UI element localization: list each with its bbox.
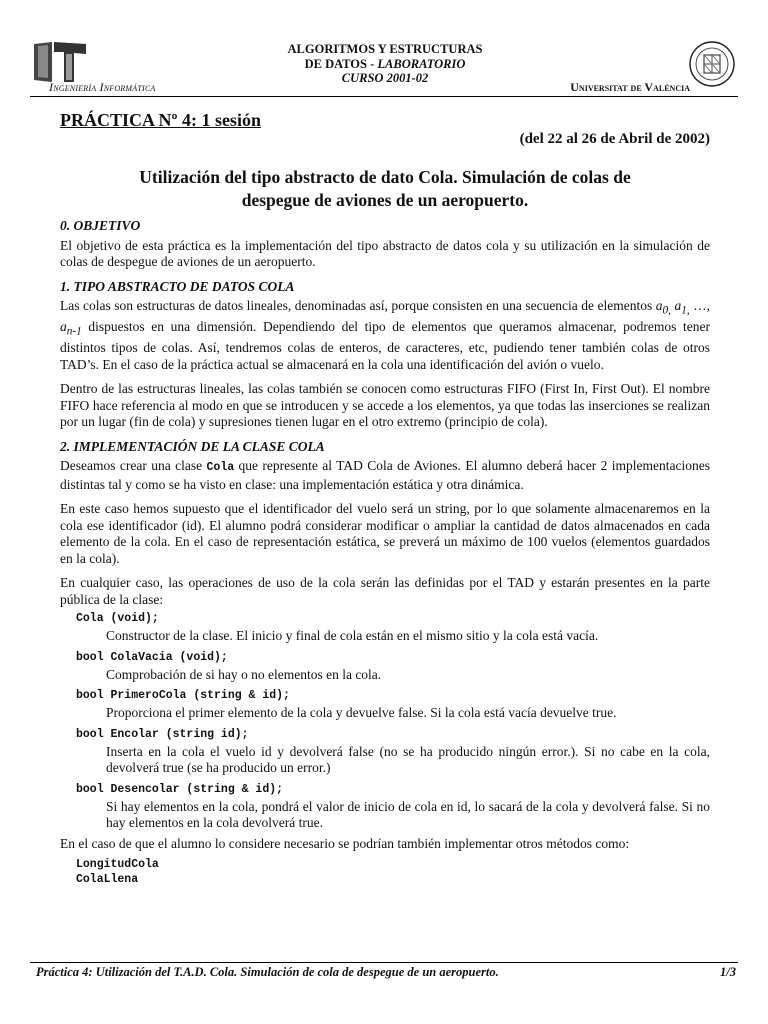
faculty-logo bbox=[30, 40, 90, 84]
operation-description: Comprobación de si hay o no elementos en la cola. bbox=[106, 666, 382, 682]
operations-list bbox=[60, 610, 710, 832]
text: dispuestos en una dimensión. Dependiendo del tipo de elementos que queramos almacenar, podremos tener distintos tipos de colas. Así, tendremos colas de enteros, de caracteres, etc, pudiendo tener también colas de otros TAD’s. En el caso de la práctica actual se almacenará en la cola una identificación del avión o vuelo. bbox=[60, 319, 710, 372]
extra-methods bbox=[76, 858, 710, 887]
section-heading-objetivo: 0. OBJETIVO bbox=[60, 218, 141, 233]
university-caption: Universitat de València bbox=[570, 80, 690, 94]
title-line-1: Utilización del tipo abstracto de dato Cola. Simulación de colas de bbox=[139, 167, 631, 187]
title-line-2: despegue de aviones de un aeropuerto. bbox=[241, 190, 529, 210]
course-heading bbox=[240, 42, 530, 86]
course-line-3: CURSO 2001-02 bbox=[341, 71, 429, 85]
footer-text: Práctica 4: Utilización del T.A.D. Cola. Simulación de cola de despegue de un aeropuerto. bbox=[36, 965, 499, 979]
text: Las colas son estructuras de datos lineales, denominadas así, porque consisten en una secuencia de elementos bbox=[60, 298, 656, 313]
method-name: ColaLlena bbox=[76, 872, 139, 886]
paragraph bbox=[60, 458, 710, 493]
inline-code: Cola bbox=[206, 461, 235, 475]
text: Deseamos crear una clase bbox=[60, 458, 207, 474]
text: a bbox=[655, 298, 663, 313]
section-heading-tad: 1. TIPO ABSTRACTO DE DATOS COLA bbox=[60, 278, 295, 294]
paragraph: En el caso de que el alumno lo considere necesario se podrían también implementar otros métodos como: bbox=[60, 835, 630, 851]
page-footer bbox=[36, 965, 736, 980]
text: 1, bbox=[681, 304, 690, 317]
text: que represente al TAD Cola de Aviones. El alumno deberá hacer 2 implementaciones distintas tal y como se ha visto en clase: una implementación estática y otra dinámica. bbox=[60, 458, 710, 492]
var-a0 bbox=[655, 298, 690, 317]
university-seal bbox=[688, 38, 736, 90]
operation-description: Si hay elementos en la cola, pondrá el valor de inicio de cola en id, lo sacará de la cola y devolverá false. Si no hay elementos en la cola devolverá true. bbox=[106, 798, 710, 831]
method-name: LongitudCola bbox=[76, 858, 159, 872]
document-title bbox=[60, 166, 710, 212]
course-line-2-b: LABORATORIO bbox=[377, 56, 466, 71]
operation-signature: bool ColaVacia (void); bbox=[76, 650, 228, 664]
document-body bbox=[60, 218, 710, 887]
operation-signature: bool Desencolar (string & id); bbox=[76, 782, 284, 796]
var-an bbox=[60, 319, 82, 338]
text: …, bbox=[689, 298, 711, 313]
operation-signature: bool Encolar (string id); bbox=[76, 727, 249, 741]
operation-signature: Cola (void); bbox=[76, 612, 159, 626]
operation-description: Inserta en la cola el vuelo id y devolverá false (no se ha producido ningún error.). Si no cabe en la cola, devolverá true (se ha producido un error.) bbox=[106, 743, 710, 776]
text: 0, bbox=[662, 304, 671, 317]
paragraph: Dentro de las estructuras lineales, las colas también se conocen como estructuras FIFO (First In, First Out). El nombre FIFO hace referencia al modo en que se introducen y se accede a los elementos, ya que todas las inserciones se realizan por un lugar (fin de cola) y supresiones tienen lugar en el otro extremo (principio de cola). bbox=[60, 381, 710, 430]
faculty-caption: Ingeniería Informática bbox=[49, 80, 156, 94]
course-line-1: ALGORITMOS Y ESTRUCTURAS bbox=[287, 42, 483, 56]
operation-description: Proporciona el primer elemento de la cola y devuelve false. Si la cola está vacía devuelve true. bbox=[106, 705, 617, 721]
header-rule bbox=[30, 96, 738, 97]
text: a bbox=[674, 298, 682, 313]
practice-dates: (del 22 al 26 de Abril de 2002) bbox=[519, 131, 710, 147]
paragraph: En este caso hemos supuesto que el identificador del vuelo será un string, por lo que solamente almacenaremos en la cola ese identificador (id). El alumno podrá considerar modificar o ampliar la cantidad de datos almacenados en cada elemento de la cola. En el caso de representación estática, se preverá un máximo de 100 vuelos (elementos guardados en la cola). bbox=[60, 501, 710, 566]
practice-title: PRÁCTICA Nº 4: 1 sesión bbox=[60, 110, 261, 130]
paragraph: El objetivo de esta práctica es la implementación del tipo abstracto de datos cola y su utilización en la simulación de colas de despegue de aviones de un aeropuerto. bbox=[60, 237, 710, 269]
text: a bbox=[60, 319, 67, 335]
paragraph bbox=[60, 298, 710, 373]
page-header bbox=[30, 38, 740, 100]
footer-rule bbox=[30, 962, 738, 963]
page-number: 1/3 bbox=[720, 965, 736, 979]
text: n-1 bbox=[66, 325, 82, 338]
course-line-2 bbox=[240, 57, 530, 72]
paragraph: En cualquier caso, las operaciones de uso de la cola serán las definidas por el TAD y estarán presentes en la parte pública de la clase: bbox=[60, 575, 710, 607]
operation-signature: bool PrimeroCola (string & id); bbox=[76, 689, 290, 703]
course-line-2-a: DE DATOS - bbox=[304, 56, 378, 71]
section-heading-implementacion: 2. IMPLEMENTACIÓN DE LA CLASE COLA bbox=[60, 438, 325, 454]
operation-description: Constructor de la clase. El inicio y final de cola están en el mismo sitio y la cola está vacía. bbox=[106, 628, 599, 644]
